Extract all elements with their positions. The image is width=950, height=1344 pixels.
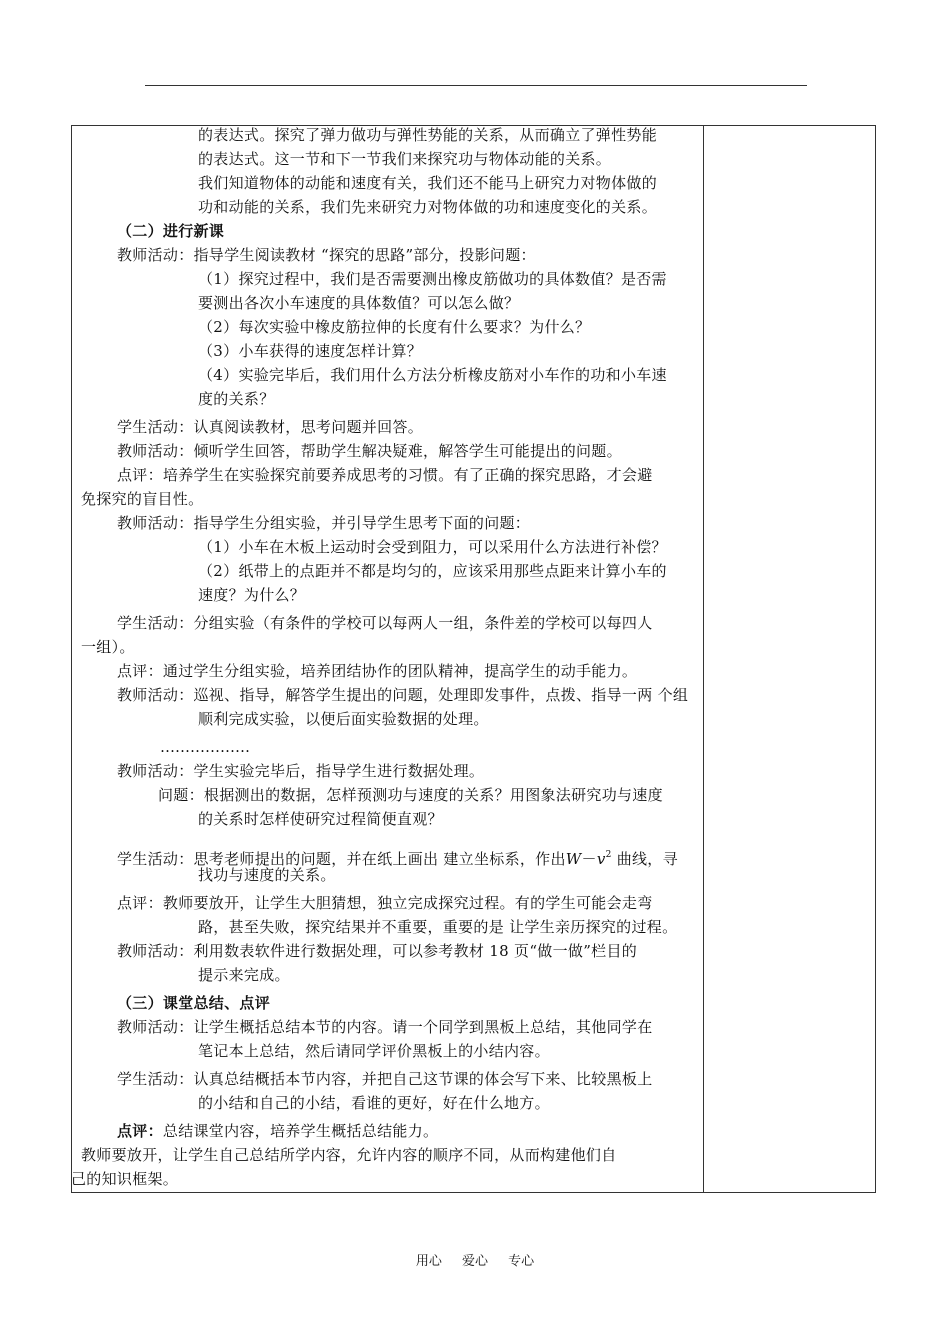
summary-comment <box>117 1121 438 1141</box>
footer-text: 用心 <box>415 1254 442 1269</box>
dash: － <box>581 850 597 868</box>
text-line: 笔记本上总结，然后请同学评价黑板上的小结内容。 <box>198 1042 550 1060</box>
text-line: 问题：根据测出的数据，怎样预测功与速度的关系？用图象法研究功与速度 <box>158 786 663 804</box>
text-line: ……………… <box>160 738 250 756</box>
text-line: （1）小车在木板上运动时会受到阻力，可以采用什么方法进行补偿？ <box>198 538 667 556</box>
text-line: 提示来完成。 <box>198 966 290 984</box>
text-line: 点评：培养学生在实验探究前要养成思考的习惯。有了正确的探究思路，才会避 <box>117 466 653 484</box>
text-line: 学生活动：分组实验（有条件的学校可以每两人一组，条件差的学校可以每四人 <box>117 614 653 632</box>
text-line: 路，甚至失败，探究结果并不重要，重要的是 让学生亲历探究的过程。 <box>198 918 678 936</box>
text-line: 一组）。 <box>81 638 135 656</box>
text-line: 教师活动：指导学生分组实验，并引导学生思考下面的问题： <box>117 514 531 532</box>
exponent: 2 <box>605 850 612 860</box>
text-line: （二）进行新课 <box>117 222 225 240</box>
text-line: 教师活动：指导学生阅读教材 “探究的思路”部分，投影问题： <box>117 246 536 264</box>
text-line: 教师活动：让学生概括总结本节的内容。请一个同学到黑板上总结，其他同学在 <box>117 1018 653 1036</box>
summary-comment-label: 点评： <box>117 1122 163 1140</box>
text-line: 度的关系？ <box>198 390 275 408</box>
footer-text: 专心 <box>508 1254 535 1269</box>
text-line: 要测出各次小车速度的具体数值？可以怎么做？ <box>198 294 520 312</box>
text-line: 教师活动：利用数表软件进行数据处理，可以参考教材 18 页“做一做”栏目的 <box>117 942 638 960</box>
text-line: 我们知道物体的动能和速度有关，我们还不能马上研究力对物体做的 <box>198 174 658 192</box>
text-line: 教师活动：巡视、指导，解答学生提出的问题，处理即发事件，点拨、指导一两 个组 <box>117 686 689 704</box>
curve-line-prefix: 学生活动：思考老师提出的问题，并在纸上画出 建立坐标系，作出 <box>117 850 566 868</box>
text-line: 点评：教师要放开，让学生大胆猜想，独立完成探究过程。有的学生可能会走弯 <box>117 894 653 912</box>
text-line: 学生活动：认真总结概括本节内容，并把自己这节课的体会写下来、比较黑板上 <box>117 1070 653 1088</box>
text-line: 功和动能的关系，我们先来研究力对物体做的功和速度变化的关系。 <box>198 198 658 216</box>
student-activity-curve-line <box>117 849 678 869</box>
text-line: （4）实验完毕后，我们用什么方法分析橡皮筋对小车作的功和小车速 <box>198 366 667 384</box>
text-line: （3）小车获得的速度怎样计算？ <box>198 342 423 360</box>
text-line: 的小结和自己的小结，看谁的更好，好在什么地方。 <box>198 1094 550 1112</box>
text-line: 教师要放开，让学生自己总结所学内容，允许内容的顺序不同，从而构建他们自 <box>81 1146 617 1164</box>
text-line: 速度？为什么？ <box>198 586 306 604</box>
text-line: 学生活动：认真阅读教材，思考问题并回答。 <box>117 418 424 436</box>
variable-v: v <box>596 850 606 868</box>
header-rule <box>145 85 807 86</box>
footer-text: 爱心 <box>461 1254 488 1269</box>
variable-w: W <box>565 850 582 868</box>
text-line: （三）课堂总结、点评 <box>117 994 271 1012</box>
text-line: 的表达式。探究了弹力做功与弹性势能的关系，从而确立了弹性势能 <box>198 126 658 144</box>
text-line: （2）每次实验中橡皮筋拉伸的长度有什么要求？为什么？ <box>198 318 591 336</box>
text-line: 的表达式。这一节和下一节我们来探究功与物体动能的关系。 <box>198 150 612 168</box>
curve-line-suffix: 曲线，寻 <box>611 850 678 868</box>
page-footer <box>0 1250 950 1269</box>
text-line: （1）探究过程中，我们是否需要测出橡皮筋做功的具体数值？是否需 <box>198 270 667 288</box>
summary-comment-text: 总结课堂内容，培养学生概括总结能力。 <box>162 1122 439 1140</box>
text-line: （2）纸带上的点距并不都是均匀的，应该采用那些点距来计算小车的 <box>198 562 667 580</box>
text-line: 找功与速度的关系。 <box>198 866 336 884</box>
text-line: 己的知识框架。 <box>71 1170 179 1188</box>
text-line: 教师活动：倾听学生回答，帮助学生解决疑难，解答学生可能提出的问题。 <box>117 442 622 460</box>
text-line: 点评：通过学生分组实验，培养团结协作的团队精神，提高学生的动手能力。 <box>117 662 638 680</box>
text-line: 的关系时怎样使研究过程简便直观？ <box>198 810 443 828</box>
table-column-divider <box>703 126 704 1192</box>
text-line: 免探究的盲目性。 <box>81 490 204 508</box>
text-line: 顺利完成实验，以便后面实验数据的处理。 <box>198 710 489 728</box>
text-line: 教师活动：学生实验完毕后，指导学生进行数据处理。 <box>117 762 485 780</box>
